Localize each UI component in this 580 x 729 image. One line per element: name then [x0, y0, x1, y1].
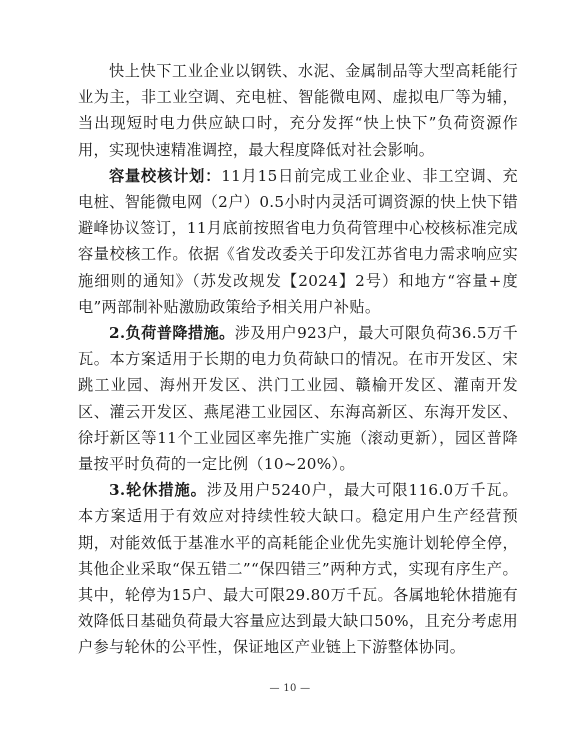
paragraph-text: 快上快下工业企业以钢铁、水泥、金属制品等大型高耗能行业为主，非工业空调、充电桩、智能微电网、虚拟电厂等为辅，当出现短时电力供应缺口时，充分发挥“快上快下”负荷资源作用，实现快速精准调控，最大程度降低对社会影响。	[78, 62, 518, 159]
paragraph-text: 涉及用户5240户，最大可限116.0万千瓦。本方案适用于有效应对持续性较大缺口。稳定用户生产经营预期，对能效低于基准水平的高耗能企业优先实施计划轮停全停，其他企业采取“保五错二”“保四错三”两种方式，实现有序生产。其中，轮停为15户、最大可限29.80万千瓦。各属地轮休措施有效降低日基础负荷最大容量应达到最大缺口50%，且充分考虑用户参与轮休的公平性，保证地区产业链上下游整体协同。	[78, 481, 518, 657]
paragraph-rotation	[78, 477, 518, 660]
paragraph-text: 涉及用户923户，最大可限负荷36.5万千瓦。本方案适用于长期的电力负荷缺口的情况。在市开发区、宋跳工业园、海州开发区、洪门工业园、赣榆开发区、灌南开发区、灌云开发区、燕尾港工业园区、东海高新区、东海开发区、徐圩新区等11个工业园区率先推广实施（滚动更新），园区普降量按平时负荷的一定比例（10~20%）。	[78, 324, 518, 474]
paragraph-intro	[78, 58, 518, 163]
paragraph-capacity-plan	[78, 163, 518, 320]
paragraph-lead: 3.轮休措施。	[109, 481, 207, 500]
paragraph-load-reduction	[78, 320, 518, 477]
paragraph-lead: 容量校核计划：	[109, 166, 222, 185]
paragraph-lead: 2.负荷普降措施。	[109, 324, 235, 343]
page-number: — 10 —	[269, 683, 311, 694]
paragraph-text: 11月15日前完成工业企业、非工空调、充电桩、智能微电网（2户）0.5小时内灵活可调资源的快上快下错避峰协议签订，11月底前按照省电力负荷管理中心校核标准完成容量校核工作。依据《省发改委关于印发江苏省电力需求响应实施细则的通知》（苏发改规发【2024】2号）和地方“容量+度电”两部制补贴激励政策给予相关用户补贴。	[78, 166, 518, 316]
